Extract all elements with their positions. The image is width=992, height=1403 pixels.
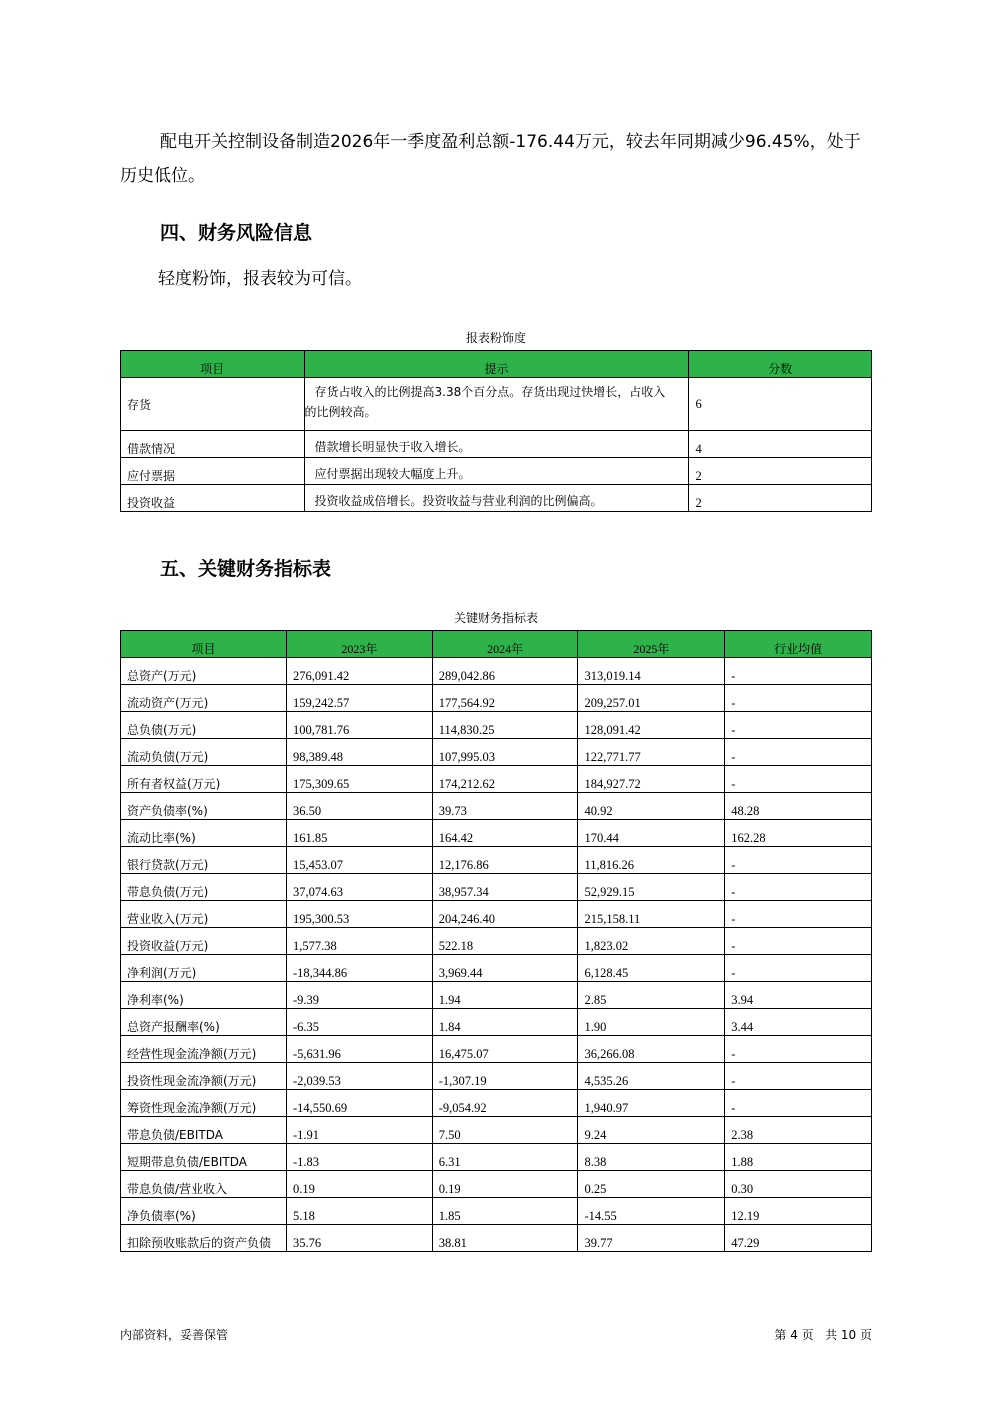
kpi-label: 总负债(万元) (121, 712, 287, 739)
col-header-2025: 2025年 (578, 631, 725, 658)
kpi-label: 净利率(%) (121, 982, 287, 1009)
kpi-value-2025: 122,771.77 (578, 739, 725, 766)
table-row (121, 982, 872, 1009)
col-header-2023: 2023年 (286, 631, 432, 658)
risk-tip: 投资收益成倍增长。投资收益与营业利润的比例偏高。 (304, 485, 689, 512)
kpi-value-2024: 164.42 (432, 820, 578, 847)
table-row (121, 739, 872, 766)
table-row (121, 1225, 872, 1252)
kpi-value-2023: -5,631.96 (286, 1036, 432, 1063)
col-header-item: 项目 (121, 351, 305, 378)
kpi-industry-avg: - (725, 955, 872, 982)
kpi-value-2023: 161.85 (286, 820, 432, 847)
kpi-industry-avg: - (725, 874, 872, 901)
kpi-value-2025: 39.77 (578, 1225, 725, 1252)
kpi-value-2023: 195,300.53 (286, 901, 432, 928)
risk-item: 投资收益 (121, 485, 305, 512)
table-row (121, 1090, 872, 1117)
table-row (121, 1171, 872, 1198)
table-row (121, 431, 872, 458)
kpi-value-2024: 38.81 (432, 1225, 578, 1252)
kpi-value-2024: 39.73 (432, 793, 578, 820)
kpi-value-2024: 107,995.03 (432, 739, 578, 766)
kpi-label: 扣除预收账款后的资产负债 (121, 1225, 287, 1252)
table-row (121, 793, 872, 820)
col-header-item: 项目 (121, 631, 287, 658)
kpi-value-2024: 38,957.34 (432, 874, 578, 901)
intro-line-1: 配电开关控制设备制造2026年一季度盈利总额-176.44万元，较去年同期减少96.45%，处于 (160, 132, 861, 152)
kpi-value-2023: -14,550.69 (286, 1090, 432, 1117)
kpi-table-caption: 关键财务指标表 (453, 611, 538, 625)
table-row (121, 712, 872, 739)
kpi-value-2024: 1.94 (432, 982, 578, 1009)
kpi-label: 流动资产(万元) (121, 685, 287, 712)
risk-table-caption: 报表粉饰度 (465, 331, 526, 345)
kpi-value-2024: 177,564.92 (432, 685, 578, 712)
kpi-industry-avg: - (725, 739, 872, 766)
kpi-value-2023: 100,781.76 (286, 712, 432, 739)
section5-title: 五、关键财务指标表 (160, 558, 332, 580)
table-row (121, 485, 872, 512)
kpi-value-2023: 175,309.65 (286, 766, 432, 793)
table-row (121, 928, 872, 955)
kpi-industry-avg: 1.88 (725, 1144, 872, 1171)
kpi-value-2023: -1.91 (286, 1117, 432, 1144)
kpi-value-2023: 98,389.48 (286, 739, 432, 766)
kpi-industry-avg: 2.38 (725, 1117, 872, 1144)
table-row (121, 1117, 872, 1144)
table-row (121, 1144, 872, 1171)
table-row (121, 1009, 872, 1036)
kpi-value-2025: 0.25 (578, 1171, 725, 1198)
kpi-industry-avg: - (725, 658, 872, 685)
kpi-value-2024: 522.18 (432, 928, 578, 955)
kpi-industry-avg: 12.19 (725, 1198, 872, 1225)
kpi-value-2023: 5.18 (286, 1198, 432, 1225)
kpi-value-2023: 37,074.63 (286, 874, 432, 901)
kpi-industry-avg: 48.28 (725, 793, 872, 820)
col-header-industry-avg: 行业均值 (725, 631, 872, 658)
kpi-value-2025: 36,266.08 (578, 1036, 725, 1063)
kpi-value-2025: 184,927.72 (578, 766, 725, 793)
kpi-industry-avg: 47.29 (725, 1225, 872, 1252)
page-number: 第 4 页 共 10 页 (774, 1328, 872, 1342)
kpi-value-2024: 16,475.07 (432, 1036, 578, 1063)
kpi-value-2024: 289,042.86 (432, 658, 578, 685)
kpi-value-2024: 1.84 (432, 1009, 578, 1036)
kpi-label: 银行贷款(万元) (121, 847, 287, 874)
kpi-industry-avg: - (725, 685, 872, 712)
kpi-value-2023: -1.83 (286, 1144, 432, 1171)
kpi-value-2023: 36.50 (286, 793, 432, 820)
kpi-value-2025: 209,257.01 (578, 685, 725, 712)
kpi-industry-avg: - (725, 1090, 872, 1117)
kpi-industry-avg: - (725, 712, 872, 739)
section4-summary: 轻度粉饰，报表较为可信。 (158, 269, 362, 289)
risk-tip-line: 存货占收入的比例提高3.38个百分点。存货出现过快增长，占收入 (314, 385, 666, 399)
kpi-value-2025: 313,019.14 (578, 658, 725, 685)
risk-score: 4 (689, 431, 872, 458)
kpi-industry-avg: 3.44 (725, 1009, 872, 1036)
kpi-value-2024: 12,176.86 (432, 847, 578, 874)
kpi-label: 筹资性现金流净额(万元) (121, 1090, 287, 1117)
kpi-industry-avg: 0.30 (725, 1171, 872, 1198)
table-row (121, 1063, 872, 1090)
kpi-label: 投资收益(万元) (121, 928, 287, 955)
kpi-label: 带息负债/EBITDA (121, 1117, 287, 1144)
table-row (121, 955, 872, 982)
kpi-value-2023: -6.35 (286, 1009, 432, 1036)
kpi-value-2023: 35.76 (286, 1225, 432, 1252)
table-row (121, 1036, 872, 1063)
kpi-value-2025: 11,816.26 (578, 847, 725, 874)
col-header-2024: 2024年 (432, 631, 578, 658)
kpi-label: 短期带息负债/EBITDA (121, 1144, 287, 1171)
kpi-value-2023: 0.19 (286, 1171, 432, 1198)
kpi-industry-avg: 3.94 (725, 982, 872, 1009)
kpi-value-2024: 7.50 (432, 1117, 578, 1144)
kpi-industry-avg: - (725, 1063, 872, 1090)
table-row (121, 1198, 872, 1225)
kpi-label: 流动负债(万元) (121, 739, 287, 766)
kpi-value-2025: 9.24 (578, 1117, 725, 1144)
kpi-value-2023: -2,039.53 (286, 1063, 432, 1090)
table-row (121, 847, 872, 874)
kpi-label: 流动比率(%) (121, 820, 287, 847)
kpi-label: 总资产(万元) (121, 658, 287, 685)
kpi-value-2024: -9,054.92 (432, 1090, 578, 1117)
kpi-value-2025: 6,128.45 (578, 955, 725, 982)
kpi-industry-avg: - (725, 1036, 872, 1063)
kpi-label: 总资产报酬率(%) (121, 1009, 287, 1036)
kpi-label: 投资性现金流净额(万元) (121, 1063, 287, 1090)
table-row (121, 901, 872, 928)
kpi-table-header (121, 631, 872, 658)
kpi-value-2024: 204,246.40 (432, 901, 578, 928)
kpi-value-2024: 0.19 (432, 1171, 578, 1198)
kpi-value-2023: 1,577.38 (286, 928, 432, 955)
table-row (121, 874, 872, 901)
kpi-value-2024: 114,830.25 (432, 712, 578, 739)
col-header-tip: 提示 (304, 351, 689, 378)
kpi-industry-avg: 162.28 (725, 820, 872, 847)
risk-score: 2 (689, 458, 872, 485)
risk-score: 6 (689, 378, 872, 431)
table-row (121, 458, 872, 485)
risk-tip-line: 的比例较高。 (304, 405, 377, 419)
intro-paragraph (120, 125, 875, 193)
kpi-value-2023: 276,091.42 (286, 658, 432, 685)
kpi-industry-avg: - (725, 901, 872, 928)
table-row (121, 658, 872, 685)
kpi-value-2025: 40.92 (578, 793, 725, 820)
table-row (121, 820, 872, 847)
intro-line-2: 历史低位。 (120, 166, 205, 186)
kpi-label: 净利润(万元) (121, 955, 287, 982)
risk-table-header (121, 351, 872, 378)
kpi-industry-avg: - (725, 928, 872, 955)
footer-note: 内部资料，妥善保管 (120, 1328, 229, 1342)
kpi-value-2025: 1.90 (578, 1009, 725, 1036)
kpi-value-2025: 8.38 (578, 1144, 725, 1171)
kpi-label: 所有者权益(万元) (121, 766, 287, 793)
kpi-value-2023: -18,344.86 (286, 955, 432, 982)
risk-tip (304, 378, 689, 431)
risk-item: 存货 (121, 378, 305, 431)
kpi-label: 净负债率(%) (121, 1198, 287, 1225)
kpi-industry-avg: - (725, 766, 872, 793)
kpi-label: 带息负债(万元) (121, 874, 287, 901)
risk-tip: 借款增长明显快于收入增长。 (304, 431, 689, 458)
kpi-value-2025: 1,823.02 (578, 928, 725, 955)
risk-item: 应付票据 (121, 458, 305, 485)
kpi-value-2024: 3,969.44 (432, 955, 578, 982)
kpi-label: 带息负债/营业收入 (121, 1171, 287, 1198)
risk-tip: 应付票据出现较大幅度上升。 (304, 458, 689, 485)
kpi-value-2024: 174,212.62 (432, 766, 578, 793)
risk-score: 2 (689, 485, 872, 512)
kpi-label: 资产负债率(%) (121, 793, 287, 820)
kpi-value-2025: 1,940.97 (578, 1090, 725, 1117)
kpi-value-2023: 159,242.57 (286, 685, 432, 712)
kpi-value-2025: 2.85 (578, 982, 725, 1009)
kpi-table (120, 630, 872, 1252)
kpi-value-2025: 215,158.11 (578, 901, 725, 928)
col-header-score: 分数 (689, 351, 872, 378)
kpi-industry-avg: - (725, 847, 872, 874)
kpi-value-2025: 52,929.15 (578, 874, 725, 901)
kpi-label: 营业收入(万元) (121, 901, 287, 928)
kpi-value-2024: 6.31 (432, 1144, 578, 1171)
risk-item: 借款情况 (121, 431, 305, 458)
kpi-value-2023: 15,453.07 (286, 847, 432, 874)
kpi-value-2024: -1,307.19 (432, 1063, 578, 1090)
kpi-value-2023: -9.39 (286, 982, 432, 1009)
table-row (121, 685, 872, 712)
kpi-value-2025: 128,091.42 (578, 712, 725, 739)
kpi-label: 经营性现金流净额(万元) (121, 1036, 287, 1063)
table-row (121, 766, 872, 793)
kpi-value-2024: 1.85 (432, 1198, 578, 1225)
section4-title: 四、财务风险信息 (160, 222, 313, 244)
table-row (121, 378, 872, 431)
risk-table (120, 350, 872, 512)
kpi-value-2025: 4,535.26 (578, 1063, 725, 1090)
kpi-value-2025: -14.55 (578, 1198, 725, 1225)
kpi-value-2025: 170.44 (578, 820, 725, 847)
